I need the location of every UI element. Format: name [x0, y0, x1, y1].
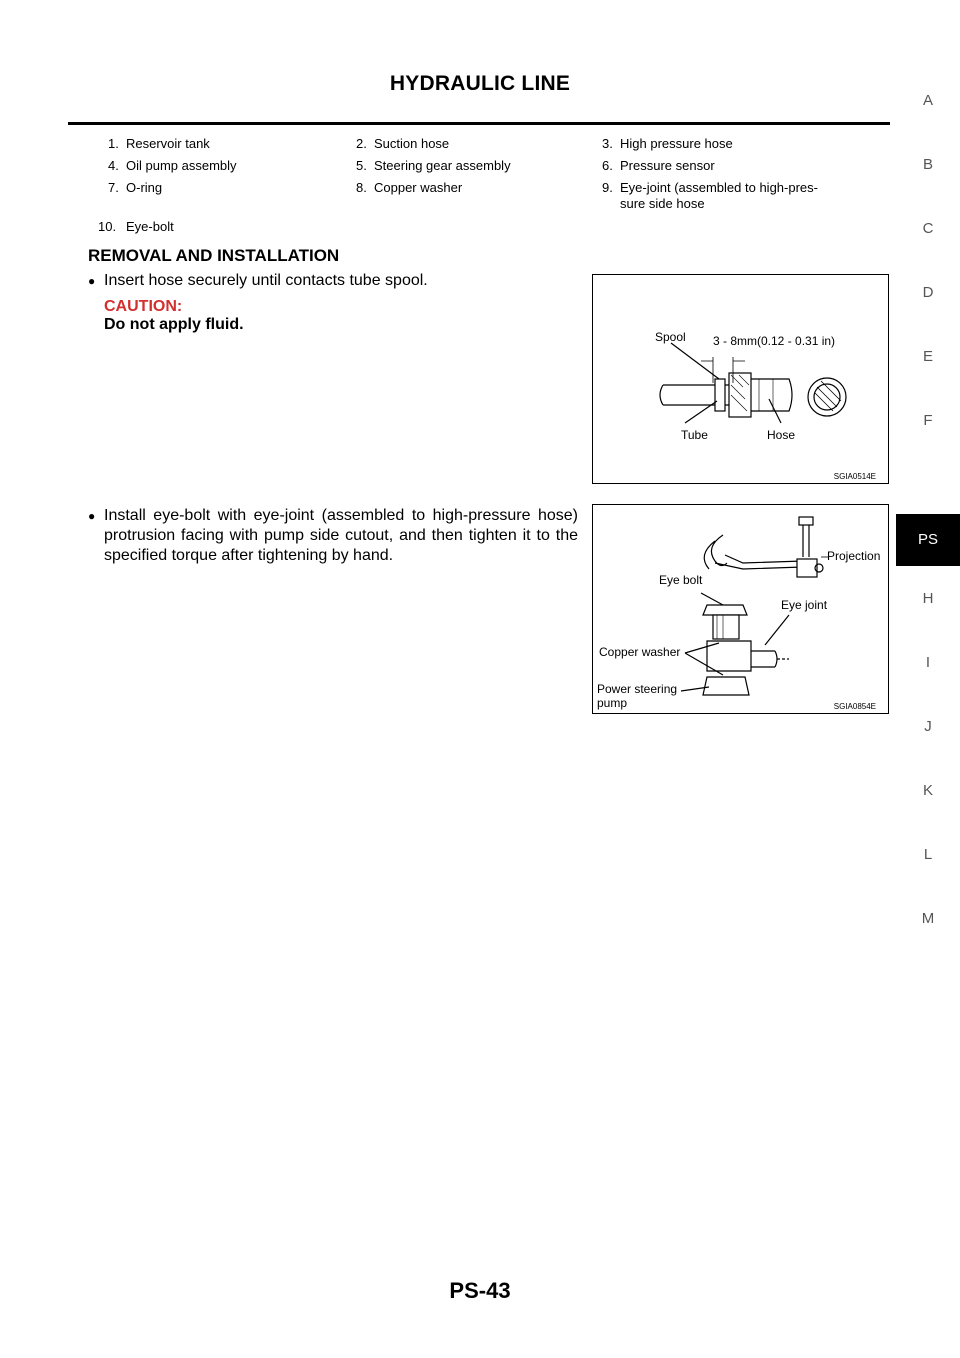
- index-tab-e[interactable]: E: [922, 348, 933, 365]
- legend-item: 8. Copper washer: [356, 180, 463, 195]
- pump-label-line1: Power steering: [597, 682, 678, 696]
- projection-label: Projection: [827, 549, 881, 563]
- index-tab-h[interactable]: H: [922, 590, 934, 607]
- bullet-install-eye-bolt: ● Install eye-bolt with eye-joint (assembled to high-pressure hose) protrusion facing with pump side cutout, and then tighten it to the specified torque after tightening by hand.: [88, 507, 578, 564]
- copper-washer-label: Copper washer: [599, 645, 681, 659]
- section-heading: REMOVAL AND INSTALLATION: [88, 246, 340, 265]
- index-tab-a[interactable]: A: [922, 92, 933, 109]
- figure-code: SGIA0514E: [833, 472, 876, 481]
- spool-label: Spool: [655, 330, 686, 344]
- index-tab-i[interactable]: I: [925, 654, 931, 671]
- pump-label-line2: pump: [597, 696, 628, 710]
- caution-text: Do not apply fluid.: [104, 316, 244, 333]
- caution-label: CAUTION:: [104, 298, 183, 315]
- index-tab-j[interactable]: J: [924, 718, 932, 735]
- eye-joint-label: Eye joint: [781, 598, 828, 612]
- legend-item: 1. Reservoir tank: [108, 136, 210, 151]
- legend-item: 6. Pressure sensor: [602, 158, 715, 173]
- hose-spool-diagram: [593, 275, 887, 482]
- legend-item: 7. O-ring: [108, 180, 163, 195]
- page-number: PS-43: [449, 1278, 511, 1303]
- figure-eye-bolt: [592, 504, 889, 714]
- tube-label: Tube: [681, 428, 708, 442]
- legend-item: 3. High pressure hose: [602, 136, 733, 151]
- dimension-label: 3 - 8mm(0.12 - 0.31 in): [713, 334, 836, 348]
- legend-item: 9. Eye-joint (assembled to high-pres- sure side hose: [602, 180, 818, 211]
- index-tab-m[interactable]: M: [921, 910, 935, 927]
- page-title: HYDRAULIC LINE: [389, 72, 571, 95]
- index-tab-k[interactable]: K: [922, 782, 933, 799]
- figure-code: SGIA0854E: [833, 702, 876, 711]
- index-tab-b[interactable]: B: [922, 156, 933, 173]
- eye-bolt-label: Eye bolt: [659, 573, 703, 587]
- index-tab-ps-active[interactable]: PS: [896, 514, 960, 566]
- index-tab-d[interactable]: D: [922, 284, 934, 301]
- figure-hose-spool: [592, 274, 889, 484]
- bullet-dot-icon: ●: [88, 509, 96, 523]
- legend-item: 5. Steering gear assembly: [356, 158, 511, 173]
- index-tab-c[interactable]: C: [922, 220, 934, 237]
- bullet-dot-icon: ●: [88, 274, 96, 288]
- eye-bolt-diagram: [593, 505, 887, 712]
- bullet-insert-hose: ● Insert hose securely until contacts tube spool.: [88, 272, 428, 289]
- legend-item: 2. Suction hose: [356, 136, 450, 151]
- legend-item: 10. Eye-bolt: [98, 219, 174, 234]
- index-tab-l[interactable]: L: [923, 846, 933, 863]
- index-tab-f[interactable]: F: [923, 412, 933, 429]
- header-rule: [68, 122, 890, 125]
- legend-item: 4. Oil pump assembly: [108, 158, 237, 173]
- hose-label: Hose: [767, 428, 796, 442]
